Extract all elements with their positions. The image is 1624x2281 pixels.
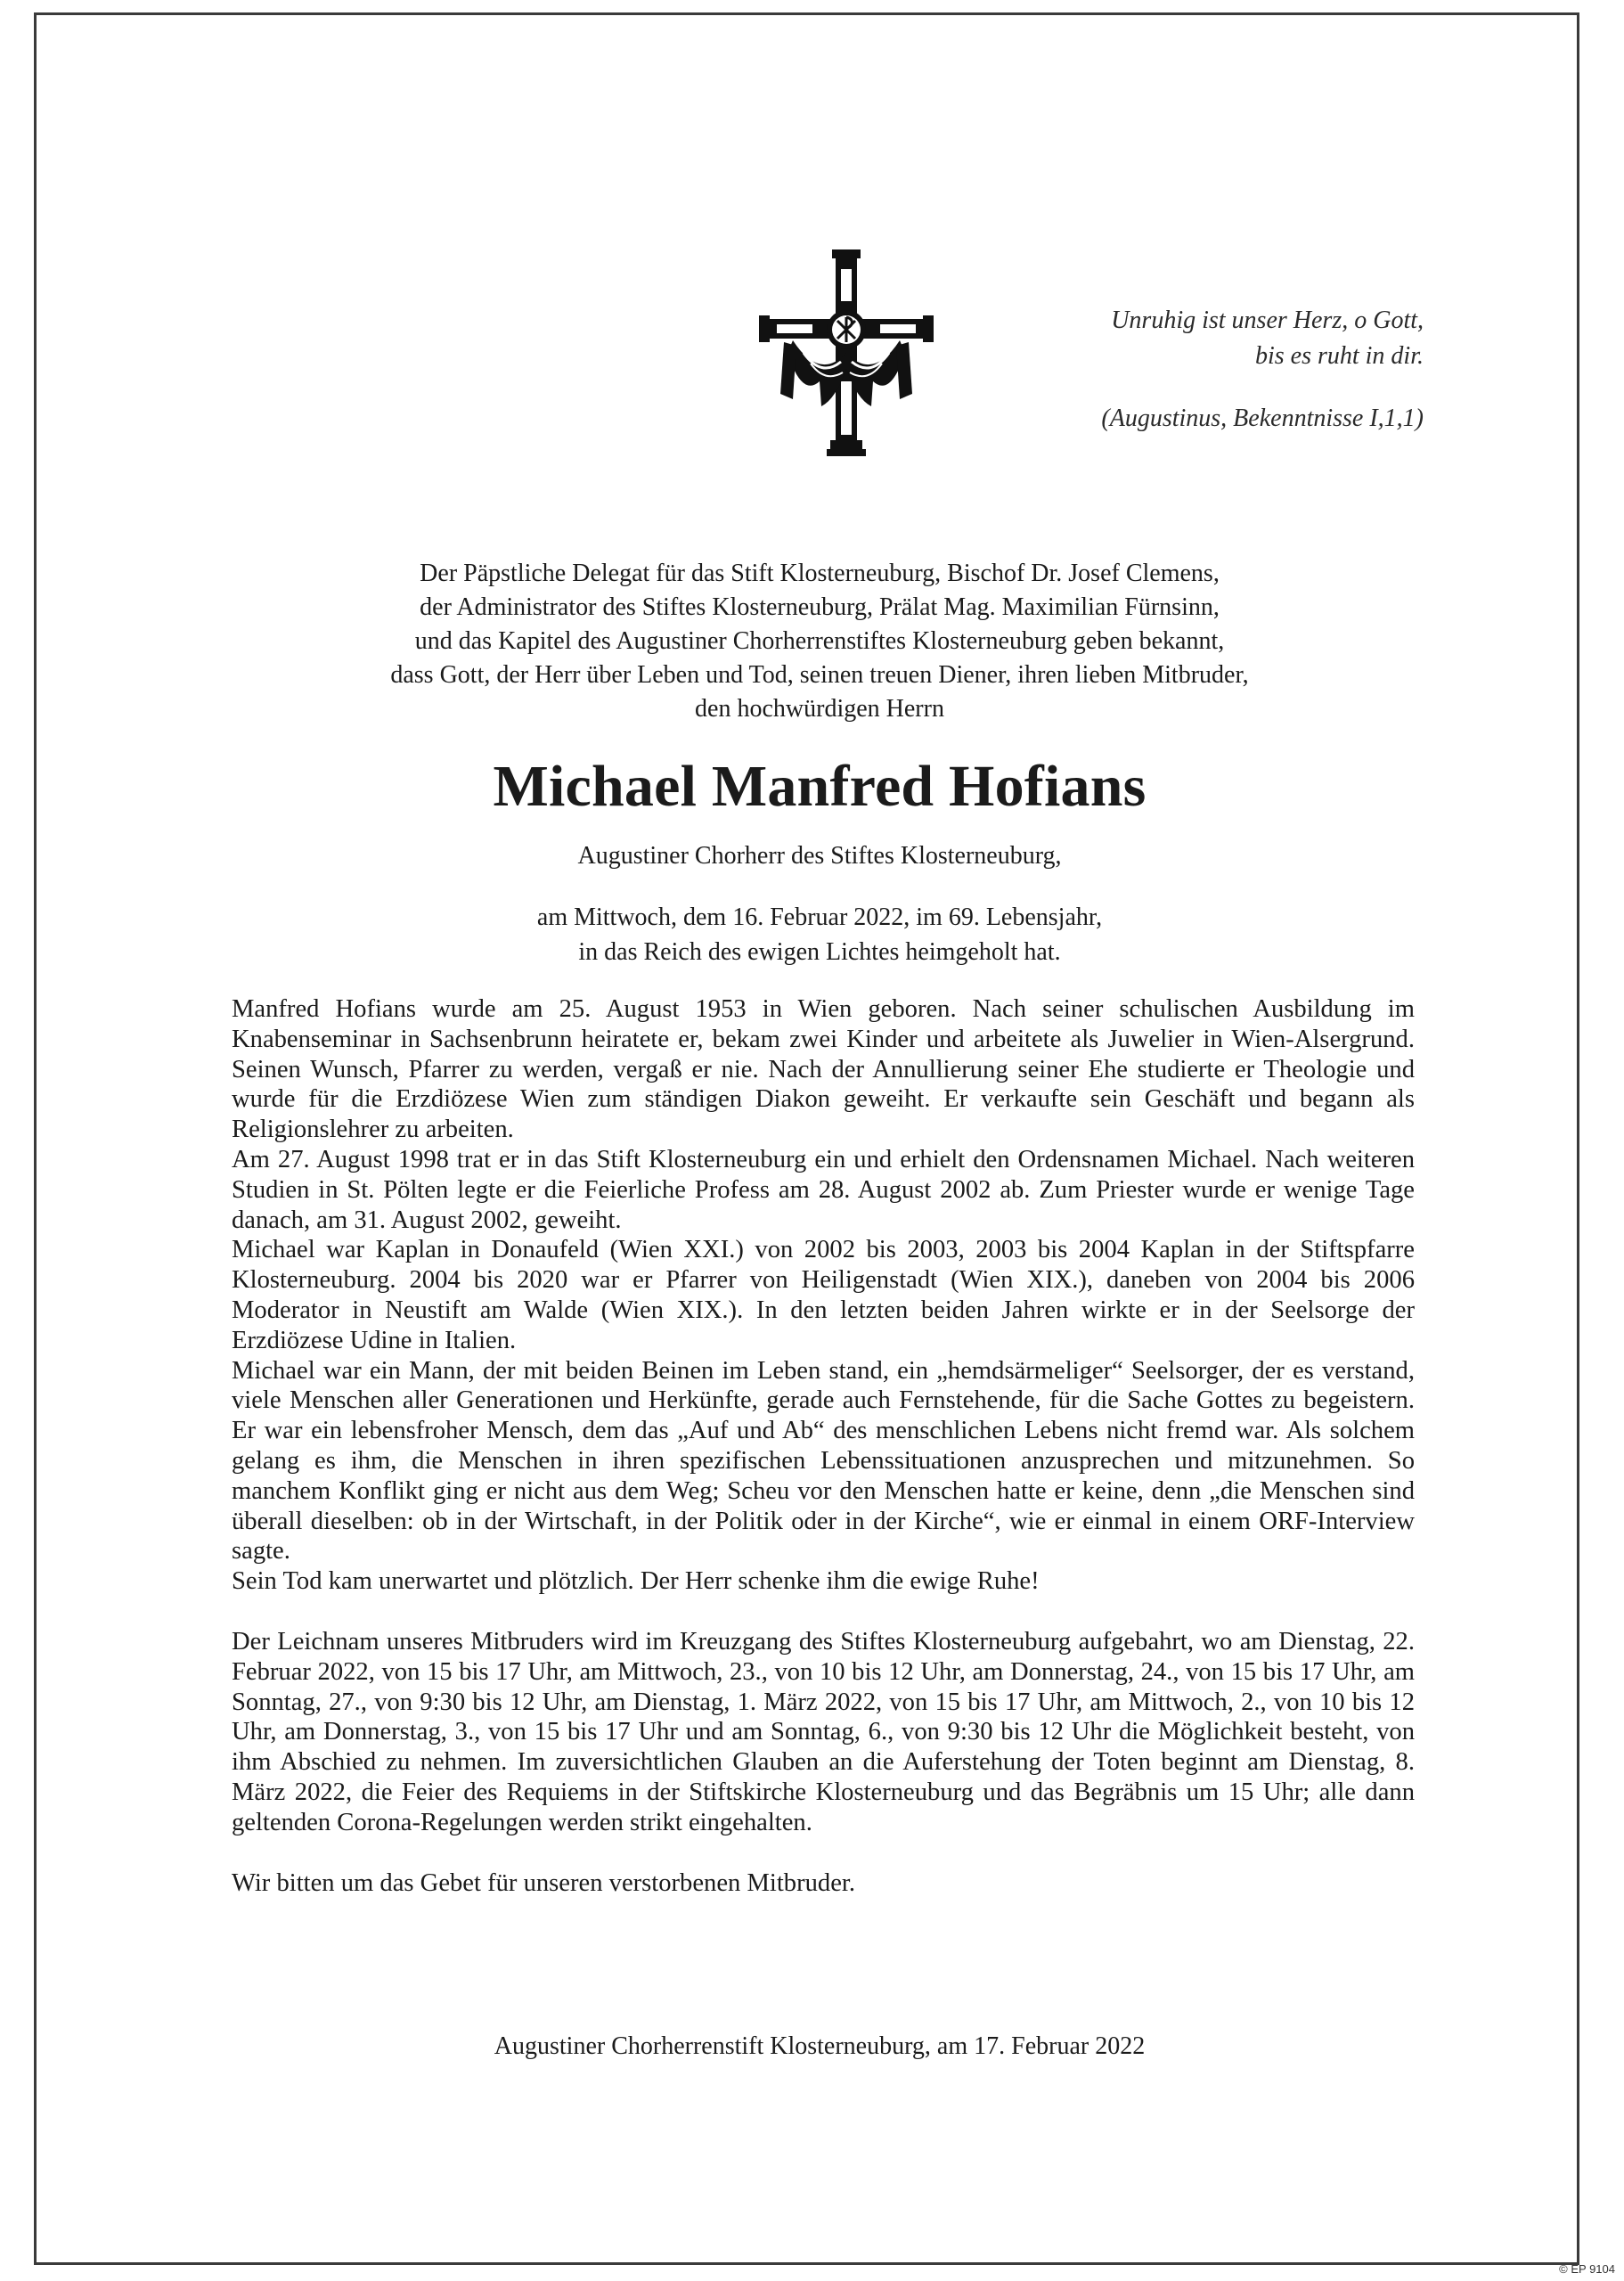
biography-paragraph: Am 27. August 1998 trat er in das Stift Klosterneuburg ein und erhielt den Ordensnamen Michael. Nach weiteren Studien in St. Pölten legte er die Feierliche Profess am 28. August 2002 ab. Zum Priester wurde er wenige Tage danach, am 31. August 2002, geweiht. [232,1145,1415,1234]
affiliation: Augustiner Chorherr des Stiftes Klosterneuburg, [577,842,1062,870]
closing-line: Augustiner Chorherrenstift Klosterneuburg, am 17. Februar 2022 [494,2032,1146,2060]
biography-paragraph: Sein Tod kam unerwartet und plötzlich. Der Herr schenke ihm die ewige Ruhe! [232,1567,1040,1596]
intro-line: der Administrator des Stiftes Klosterneuburg, Prälat Mag. Maximilian Fürnsinn, [420,593,1220,621]
death-statement [232,900,1408,969]
motto-line-1: Unruhig ist unser Herz, o Gott, [1111,307,1424,334]
motto-source: (Augustinus, Bekenntnisse I,1,1) [1101,405,1424,432]
intro-line: Der Päpstliche Delegat für das Stift Klosterneuburg, Bischof Dr. Josef Clemens, [420,560,1220,587]
intro-line: dass Gott, der Herr über Leben und Tod, seinen treuen Diener, ihren lieben Mitbruder, [390,661,1249,689]
obituary-body [232,994,1415,1898]
intro-line: den hochwürdigen Herrn [695,695,944,723]
motto-line-2: bis es ruht in dir. [1254,342,1424,370]
cross-icon [757,248,935,462]
deceased-name: Michael Manfred Hofians [493,754,1147,819]
prayer-request: Wir bitten um das Gebet für unseren verstorbenen Mitbruder. [232,1868,855,1897]
biography-paragraph: Manfred Hofians wurde am 25. August 1953 in Wien geboren. Nach seiner schulischen Ausbildung im Knabenseminar in Sachsenbrunn heiratete er, bekam zwei Kinder und arbeitete als Juwelier in Wien-Alsergrund. Seinen Wunsch, Pfarrer zu werden, vergaß er nie. Nach der Annullierung seiner Ehe studierte er Theologie und wurde für die Erzdiözese Wien zum ständigen Diakon geweiht. Er verkaufte sein Geschäft und begann als Religionslehrer zu arbeiten. [232,995,1415,1144]
death-line-1: am Mittwoch, dem 16. Februar 2022, im 69. Lebensjahr, [536,903,1103,931]
death-line-2: in das Reich des ewigen Lichtes heimgeholt hat. [578,938,1061,966]
copyright-note: © EP 9104 [1559,2262,1615,2276]
biography-paragraph: Michael war ein Mann, der mit beiden Beinen im Leben stand, ein „hemdsärmeliger“ Seelsorger, der es verstand, viele Menschen aller Generationen und Herkünfte, gerade auch Fernstehende, für die Sache Gottes zu begeistern. Er war ein lebensfroher Mensch, dem das „Auf und Ab“ des menschlichen Lebens nicht fremd war. Als solchem gelang es ihm, die Menschen in ihren spezifischen Lebenssituationen anzusprechen und mitzunehmen. So manchem Konflikt ging er nicht aus dem Weg; Scheu vor den Menschen hatte er keine, denn „die Menschen sind überall dieselben: ob in der Wirtschaft, in der Politik oder in der Kirche“, wie er einmal in einem ORF-Interview sagte. [232,1356,1415,1566]
motto-quote [925,303,1424,437]
announcement-intro [232,557,1408,726]
funeral-details: Der Leichnam unseres Mitbruders wird im Kreuzgang des Stiftes Klosterneuburg aufgebahrt, wo am Dienstag, 22. Februar 2022, von 15 bis 17 Uhr, am Mittwoch, 23., von 10 bis 12 Uhr, am Donnerstag, 24., von 15 bis 17 Uhr, am Sonntag, 27., von 9:30 bis 12 Uhr, am Dienstag, 1. März 2022, von 15 bis 17 Uhr, am Mittwoch, 2., von 10 bis 12 Uhr, am Donnerstag, 3., von 15 bis 17 Uhr und am Sonntag, 6., von 9:30 bis 12 Uhr die Möglichkeit besteht, von ihm Abschied zu nehmen. Im zuversichtlichen Glauben an die Auferstehung der Toten beginnt am Dienstag, 8. März 2022, die Feier des Requiems in der Stiftskirche Klosterneuburg und das Begräbnis um 15 Uhr; alle dann geltenden Corona-Regelungen werden strikt eingehalten. [232,1627,1415,1836]
biography-paragraph: Michael war Kaplan in Donaufeld (Wien XXI.) von 2002 bis 2003, 2003 bis 2004 Kaplan in der Stiftspfarre Klosterneuburg. 2004 bis 2020 war er Pfarrer von Heiligenstadt (Wien XIX.), daneben von 2004 bis 2006 Moderator in Neustift am Walde (Wien XIX.). In den letzten beiden Jahren wirkte er in der Seelsorge der Erzdiözese Udine in Italien. [232,1236,1415,1354]
intro-line: und das Kapitel des Augustiner Chorherrenstiftes Klosterneuburg geben bekannt, [414,627,1225,655]
